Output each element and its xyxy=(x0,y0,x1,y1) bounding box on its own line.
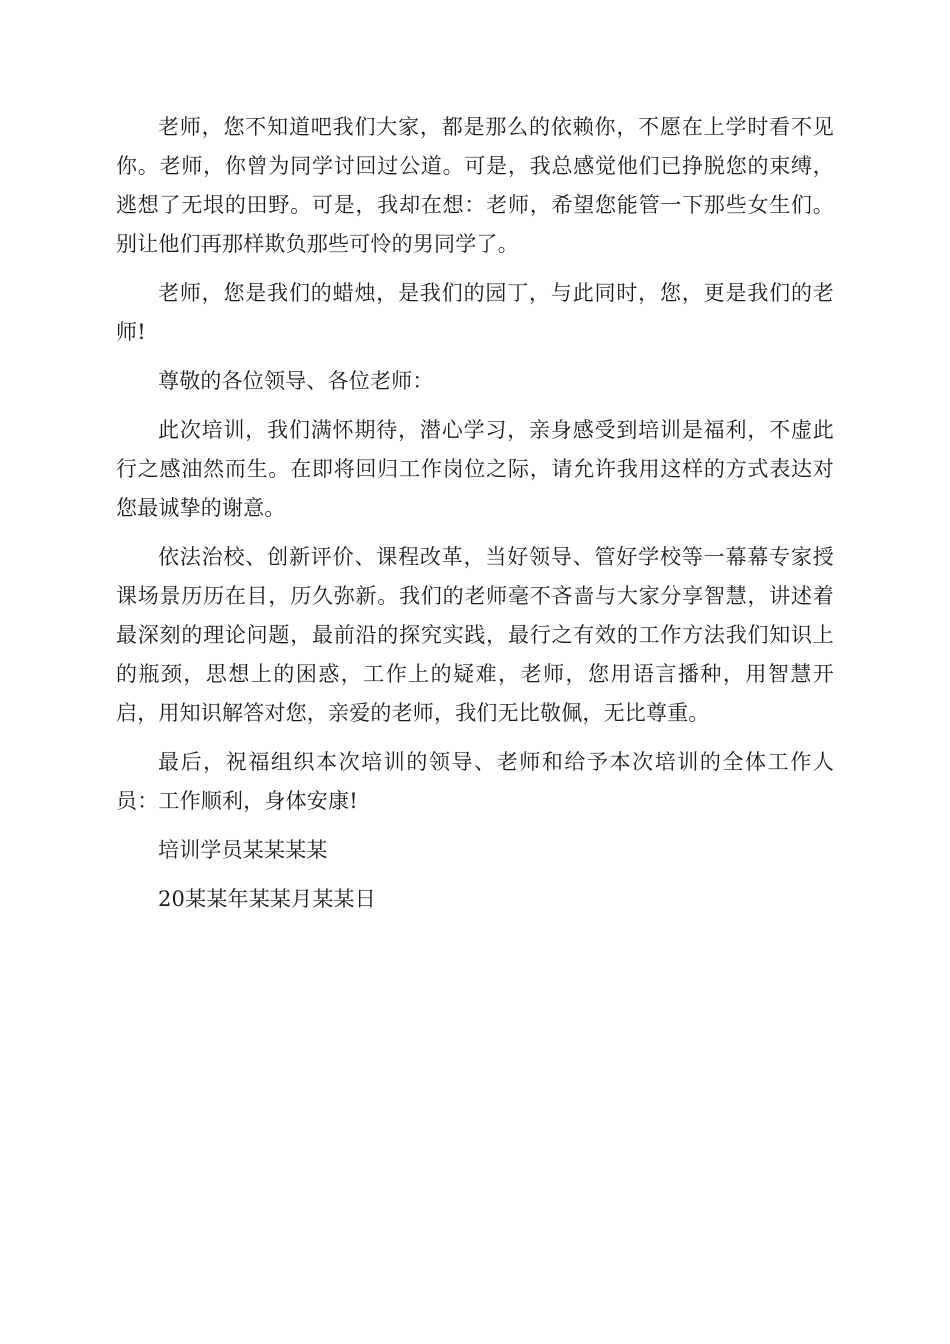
paragraph-teacher-reliance: 老师，您不知道吧我们大家，都是那么的依赖你，不愿在上学时看不见你。老师，你曾为同学讨回过公道。可是，我总感觉他们已挣脱您的束缚，逃想了无垠的田野。可是，我却在想：老师，希望您能管一下那些女生们。别让他们再那样欺负那些可怜的男同学了。 xyxy=(116,115,834,256)
paragraph-training-expectation: 此次培训，我们满怀期待，潜心学习，亲身感受到培训是福利，不虚此行之感油然而生。在即将回归工作岗位之际，请允许我用这样的方式表达对您最诚挚的谢意。 xyxy=(116,418,834,520)
signature-date: 20某某年某某月某某日 xyxy=(158,887,376,911)
paragraph-blessing: 最后，祝福组织本次培训的领导、老师和给予本次培训的全体工作人员：工作顺利，身体安康! xyxy=(116,750,834,813)
salutation: 尊敬的各位领导、各位老师： xyxy=(158,369,434,393)
paragraph-teacher-candle: 老师，您是我们的蜡烛，是我们的园丁，与此同时，您，更是我们的老师! xyxy=(116,281,834,344)
signature-name: 培训学员某某某某 xyxy=(158,838,328,862)
paragraph-training-content: 依法治校、创新评价、课程改革，当好领导、管好学校等一幕幕专家授课场景历历在目，历久弥新。我们的老师毫不吝啬与大家分享智慧，讲述着最深刻的理论问题，最前沿的探究实践，最行之有效的工作方法我们知识上的瓶颈，思想上的困惑，工作上的疑难，老师，您用语言播种，用智慧开启，用知识解答对您，亲爱的老师，我们无比敬佩，无比尊重。 xyxy=(116,545,834,725)
document-body xyxy=(116,108,834,929)
